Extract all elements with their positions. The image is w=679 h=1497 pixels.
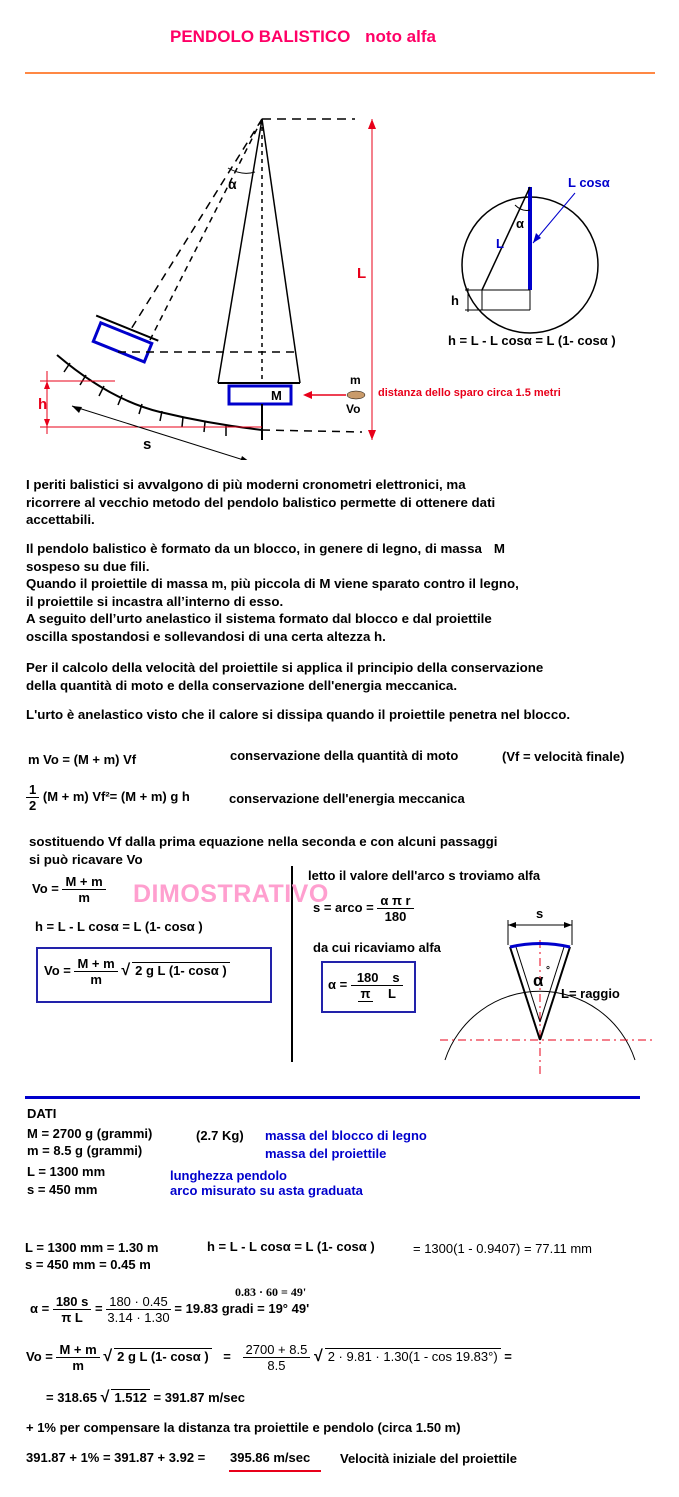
text-line: Per il calcolo della velocità del proiettile si applica il principio della conservazione: [26, 660, 544, 675]
root-body: 2 · 9.81 · 1.30(1 - cos 19.83°): [325, 1348, 501, 1364]
root-body: 2 g L (1- cosα ): [114, 1348, 212, 1364]
energy-desc: conservazione dell'energia meccanica: [229, 791, 465, 806]
frac-den: 3.14 · 1.30: [107, 1310, 170, 1325]
alpha-lhs: α =: [30, 1300, 50, 1316]
root-body: 2 g L (1- cosα ): [132, 962, 230, 978]
vo-result-line: = 318.65 √ 1.512 = 391.87 m/sec: [46, 1389, 245, 1406]
section-rule: [25, 1096, 640, 1099]
arc-intro: letto il valore dell'arco s troviamo alfa: [308, 868, 541, 883]
text-line: accettabili.: [26, 512, 95, 527]
shot-distance-note: distanza dello sparo circa 1.5 metri: [378, 387, 561, 399]
pendulum-paragraph: [26, 540, 519, 645]
text-line: della quantità di moto e della conservazione dell'energia meccanica.: [26, 677, 458, 693]
diagram-s-label: s: [143, 436, 152, 453]
equals: =: [223, 1348, 231, 1364]
circle-h-label: h: [451, 293, 459, 308]
vo-lhs: Vo =: [26, 1348, 53, 1364]
result-part: = 318.65: [46, 1390, 97, 1405]
num-180: 180: [354, 970, 382, 986]
equals: =: [95, 1300, 103, 1316]
substitution-text: [29, 833, 497, 868]
final-velocity: 395.86 m/sec: [230, 1450, 311, 1465]
inelastic-paragraph: L'urto è anelastico visto che il calore si dissipa quando il proiettile penetra nel blocco.: [26, 707, 571, 722]
momentum-desc: conservazione della quantità di moto: [230, 748, 459, 763]
diagram-h-label: h: [38, 396, 48, 413]
h-formula: h = L - L cosα = L (1- cosα ): [35, 919, 203, 934]
data-L: L = 1300 mm: [27, 1164, 106, 1179]
data-m-desc: massa del proiettile: [265, 1146, 387, 1161]
text-line: si può ricavare Vo: [29, 851, 143, 867]
text-line: I periti balistici si avvalgono di più moderni cronometri elettronici, ma: [26, 477, 466, 492]
text-line: Quando il proiettile di massa m, più piccola di M viene sparato contro il legno,: [26, 576, 519, 591]
frac-den: m: [90, 972, 102, 987]
frac-den: 8.5: [267, 1358, 286, 1373]
frac-den: π L: [61, 1310, 83, 1325]
text-line: il proiettile si incastra all’interno di esso.: [26, 593, 284, 609]
data-M: M = 2700 g (grammi): [27, 1126, 153, 1141]
compensation-note: + 1% per compensare la distanza tra proiettile e pendolo (circa 1.50 m): [26, 1420, 461, 1435]
text-M: M: [493, 541, 505, 556]
text-line: sostituendo Vf dalla prima equazione nella seconda e con alcuni passaggi: [29, 834, 498, 849]
text-line: sospeso su due fili.: [26, 558, 150, 574]
circle-lcos-label: L cosα: [568, 175, 610, 190]
calc-L: L = 1300 mm = 1.30 m: [25, 1240, 159, 1255]
den-pi: π: [358, 986, 374, 1002]
data-s: s = 450 mm: [27, 1182, 98, 1197]
diagram-vo-label: Vo: [346, 402, 361, 416]
title-text: PENDOLO BALISTICO: [170, 27, 351, 46]
root-body: 1.512: [111, 1389, 150, 1405]
alpha-intro: da cui ricaviamo alfa: [313, 940, 441, 955]
diagram-M-label: M: [271, 388, 282, 403]
frac-num: 2700 + 8.5: [243, 1342, 311, 1358]
frac-num: 1: [26, 782, 39, 798]
circle-h-formula: h = L - L cosα = L (1- cosα ): [448, 333, 616, 348]
title-subtitle: noto alfa: [365, 27, 436, 46]
frac-num: 180 · 0.45: [106, 1294, 171, 1310]
sector-radius-label: L= raggio: [561, 986, 620, 1001]
diagram-alpha-label: α: [228, 176, 237, 192]
frac-den: m: [78, 890, 90, 905]
frac-num: M + m: [56, 1342, 99, 1358]
vo-lhs: Vo =: [44, 962, 71, 978]
frac-num: 180 s: [53, 1294, 92, 1310]
sector-degree-label: °: [546, 965, 550, 976]
alpha-calc: [30, 1294, 309, 1325]
energy-equation: [26, 782, 190, 813]
diagram-m-label: m: [350, 373, 361, 387]
data-M-desc: massa del blocco di legno: [265, 1128, 427, 1143]
result-part: = 391.87 m/sec: [153, 1390, 245, 1405]
vo-formula: [32, 874, 106, 905]
arc-lhs: s = arco =: [313, 899, 374, 915]
circle-alpha-label: α: [516, 216, 524, 231]
diagram-L-label: L: [357, 265, 367, 282]
data-heading: DATI: [27, 1106, 57, 1121]
watermark: DIMOSTRATIVO: [133, 880, 329, 908]
vf-note: (Vf = velocità finale): [502, 749, 625, 764]
calc-h-formula: h = L - L cosα = L (1- cosα ): [207, 1239, 375, 1254]
num-s: s: [392, 970, 400, 985]
data-M-kg: (2.7 Kg): [196, 1128, 244, 1143]
frac-den: 2: [29, 798, 37, 813]
calc-h-value: = 1300(1 - 0.9407) = 77.11 mm: [413, 1241, 592, 1256]
frac-den: 180: [384, 909, 407, 924]
frac-num: M + m: [62, 874, 105, 890]
calc-s: s = 450 mm = 0.45 m: [25, 1257, 151, 1272]
sector-s-label: s: [536, 906, 544, 921]
equals: =: [504, 1348, 512, 1364]
sector-diagram: [440, 900, 660, 1080]
frac-num: α π r: [377, 893, 413, 909]
text-line: ricorrere al vecchio metodo del pendolo balistico permette di ottenere dati: [26, 494, 496, 510]
vo-boxed-formula: Vo = $\frac{M + m}{m}$ √ 2 g L (1- cosα ): [44, 956, 230, 987]
alpha-result: = 19.83 gradi = 19° 49': [174, 1300, 310, 1316]
intro-paragraph: [26, 476, 495, 529]
text-line: oscilla spostandosi e sollevandosi di una certa altezza h.: [26, 628, 386, 644]
data-m: m = 8.5 g (grammi): [27, 1143, 143, 1158]
energy-body: (M + m) Vf²= (M + m) g h: [42, 788, 190, 804]
pendulum-diagram: [0, 0, 679, 460]
vo-lhs: Vo =: [32, 880, 59, 896]
final-desc: Velocità iniziale del proiettile: [340, 1451, 517, 1466]
text-line: Il pendolo balistico è formato da un blocco, in genere di legno, di massa: [26, 541, 482, 556]
text-line: A seguito dell’urto anelastico il sistema formato dal blocco e dal proiettile: [26, 611, 492, 626]
degree-note: 0.83 · 60 = 49': [235, 1285, 307, 1299]
alpha-boxed-formula: [328, 970, 403, 1001]
frac-den: m: [72, 1358, 84, 1373]
frac-num: M + m: [74, 956, 117, 972]
sector-alpha-label: α: [533, 971, 544, 990]
circle-L-label: L: [496, 236, 504, 251]
momentum-equation: m Vo = (M + m) Vf: [28, 752, 137, 767]
vo-calc: Vo = $\frac{M + m}{m}$ √ 2 g L (1- cosα ) = $\frac{2700 + 8.5}{8.5}$ √ 2 · 9.81 · 1.30(1 - cos 19.83°) =: [26, 1342, 512, 1373]
final-calc: 391.87 + 1% = 391.87 + 3.92 =: [26, 1450, 206, 1465]
data-L-desc: lunghezza pendolo: [170, 1168, 287, 1183]
data-s-desc: arco misurato su asta graduata: [170, 1183, 363, 1198]
den-L: L: [387, 986, 396, 1001]
final-underline: [229, 1470, 321, 1472]
principle-paragraph: [26, 659, 543, 694]
alpha-lhs: α =: [328, 976, 348, 992]
